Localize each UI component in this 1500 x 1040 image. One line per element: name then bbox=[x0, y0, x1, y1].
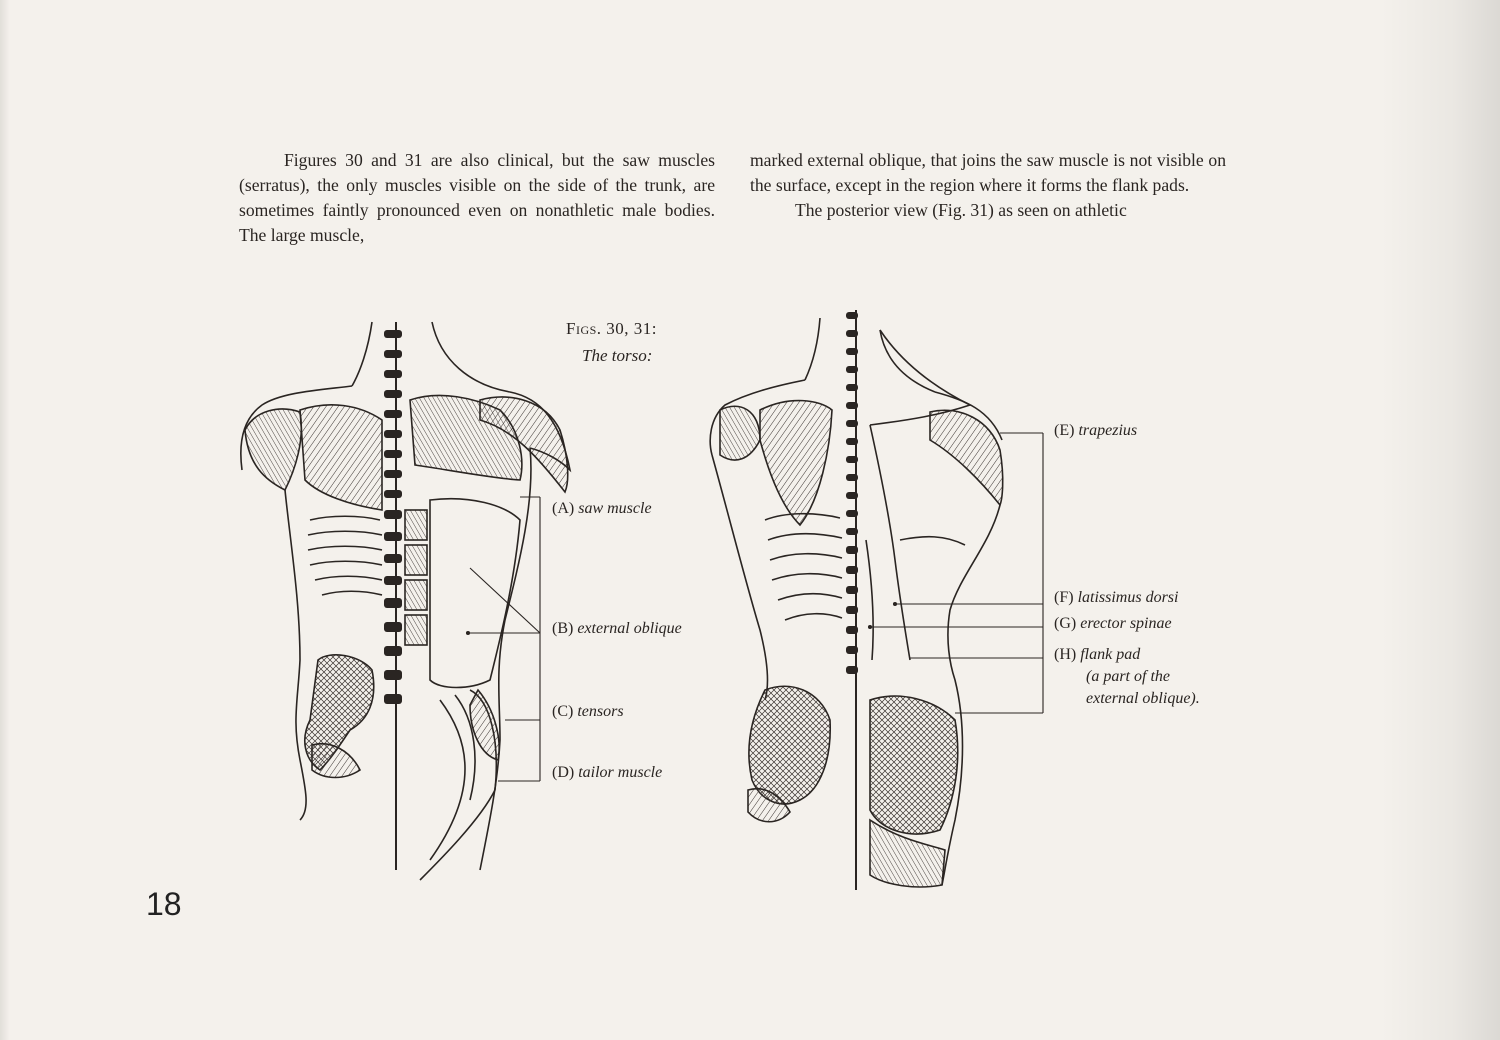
label-g: (G) erector spinae bbox=[1054, 615, 1172, 632]
label-h: (H) flank pad bbox=[1054, 646, 1141, 663]
anterior-torso-figure bbox=[241, 322, 570, 880]
label-b: (B) external oblique bbox=[552, 620, 682, 637]
label-h-note-line2: external oblique). bbox=[1086, 690, 1200, 707]
posterior-leader-lines bbox=[869, 433, 1044, 713]
paragraph: Figures 30 and 31 are also clinical, but the saw muscles (serratus), the only muscles visible on the side of the trunk, are sometimes faintly pronounced even on nonathletic male bodies. The large muscle, bbox=[239, 150, 715, 245]
page-number: 18 bbox=[146, 886, 182, 922]
posterior-torso-figure bbox=[710, 310, 1003, 890]
label-c: (C) tensors bbox=[552, 703, 624, 720]
paragraph: The posterior view (Fig. 31) as seen on athletic bbox=[795, 200, 1127, 220]
label-f: (F) latissimus dorsi bbox=[1054, 589, 1179, 606]
paragraph: marked external oblique, that joins the saw muscle is not visible on the surface, except in the region where it forms the flank pads. bbox=[750, 150, 1226, 195]
label-e: (E) trapezius bbox=[1054, 422, 1138, 439]
figure-caption-title: Figs. 30, 31: bbox=[566, 319, 658, 338]
label-a: (A) saw muscle bbox=[552, 500, 652, 517]
figure-caption-subtitle: The torso: bbox=[582, 346, 653, 365]
label-h-note-line1: (a part of the bbox=[1086, 668, 1170, 685]
label-d: (D) tailor muscle bbox=[552, 764, 663, 781]
